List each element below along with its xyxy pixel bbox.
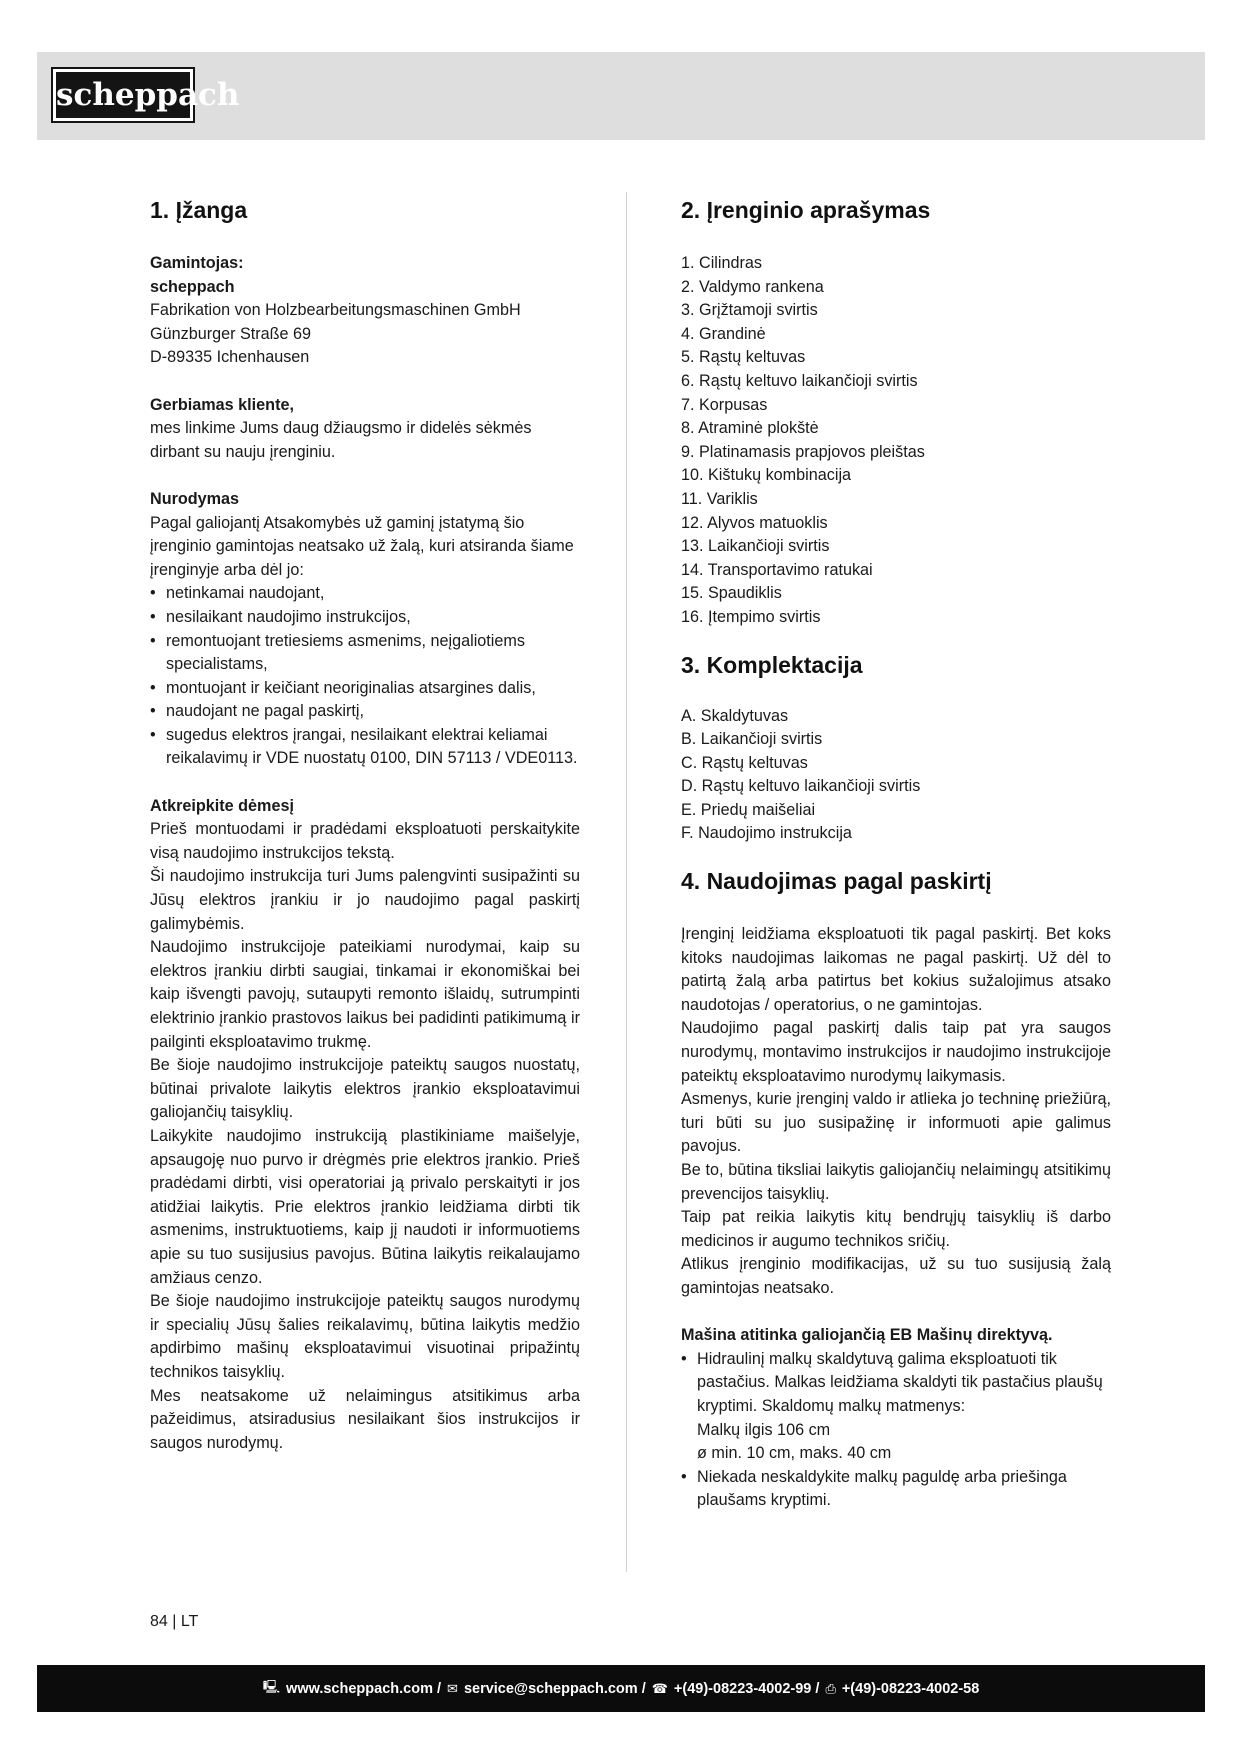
scheppach-logo: scheppach xyxy=(53,69,193,121)
phone-icon: ☎ xyxy=(651,1680,668,1696)
list-item: • sugedus elektros įrangai, nesilaikant elektrai keliamai reikalavimų ir VDE nuostatų 0100, DIN 57113 / VDE0113. xyxy=(150,724,580,771)
kit-list xyxy=(681,705,1111,847)
list-item: E. Priedų maišeliai xyxy=(681,800,816,819)
footer-website[interactable]: www.scheppach.com / xyxy=(286,1680,442,1697)
list-item: C. Rąstų keltuvas xyxy=(681,753,808,772)
attention-paragraph: Ši naudojimo instrukcija turi Jums palengvinti susipažinti su Jūsų elektros įrankiu ir jo naudojimo pagal paskirtį galimybėmis. xyxy=(150,867,580,933)
column-divider xyxy=(626,192,627,1572)
list-item: • nesilaikant naudojimo instrukcijos, xyxy=(150,606,580,630)
footer-band xyxy=(37,1665,1205,1712)
use-paragraph: Naudojimo pagal paskirtį dalis taip pat yra saugos nurodymų, montavimo instrukcijos ir naudojimo instrukcijoje pateiktų eksploatavimo nurodymų laikymasis. xyxy=(681,1019,1111,1085)
directive-list xyxy=(681,1348,1111,1513)
list-item: 11. Variklis xyxy=(681,489,758,508)
attention-paragraph: Be šioje naudojimo instrukcijoje pateiktų saugos nuostatų, būtinai privalote laikytis elektros įrankio eksploatavimui galiojančių taisyklių. xyxy=(150,1056,580,1122)
email-icon: ✉ xyxy=(447,1680,458,1696)
use-paragraph: Asmenys, kurie įrenginį valdo ir atlieka jo techninę priežiūrą, turi būti su juo susipažinę ir informuoti apie galimus pavojus. xyxy=(681,1090,1111,1156)
list-item: • netinkamai naudojant, xyxy=(150,582,580,606)
list-item: • remontuojant tretiesiems asmenims, neįgaliotiems specialistams, xyxy=(150,630,580,677)
manufacturer-line: D-89335 Ichenhausen xyxy=(150,348,310,367)
list-item: 4. Grandinė xyxy=(681,324,766,343)
fax-icon: ⎙ xyxy=(825,1680,836,1696)
list-item: 2. Valdymo rankena xyxy=(681,277,824,296)
section-title-device-description: 2. Įrenginio aprašymas xyxy=(681,197,931,223)
use-paragraph: Taip pat reikia laikytis kitų bendrųjų taisyklių iš darbo medicinos ir augumo technikos sričių. xyxy=(681,1208,1111,1250)
list-item: • naudojant ne pagal paskirtį, xyxy=(150,700,580,724)
attention-paragraph: Mes neatsakome už nelaimingus atsitikimus arba pažeidimus, atsiradusius nesilaikant šios instrukcijos ir saugos nurodymų. xyxy=(150,1386,580,1452)
directive-heading: Mašina atitinka galiojančią EB Mašinų direktyvą. xyxy=(681,1326,1053,1345)
dear-customer-text: mes linkime Jums daug džiaugsmo ir didelės sėkmės dirbant su nauju įrenginiu. xyxy=(150,419,532,461)
list-item: B. Laikančioji svirtis xyxy=(681,730,823,749)
manufacturer-company: scheppach xyxy=(150,277,235,296)
section-title-intended-use: 4. Naudojimas pagal paskirtį xyxy=(681,868,992,895)
list-item: 6. Rąstų keltuvo laikančioji svirtis xyxy=(681,371,918,390)
device-parts-list xyxy=(681,252,1111,630)
page-number: 84 | LT xyxy=(150,1613,199,1630)
list-item: 14. Transportavimo ratukai xyxy=(681,560,873,579)
list-item: 9. Platinamasis prapjovos pleištas xyxy=(681,442,925,461)
list-item: F. Naudojimo instrukcija xyxy=(681,824,852,843)
footer-fax: +(49)-08223-4002-58 xyxy=(841,1680,980,1697)
list-item: 3. Grįžtamoji svirtis xyxy=(681,301,818,320)
list-item: D. Rąstų keltuvo laikančioji svirtis xyxy=(681,777,921,796)
use-paragraph: Įrenginį leidžiama eksploatuoti tik pagal paskirtį. Bet koks kitoks naudojimas laikomas ne pagal paskirtį. Už dėl to patirtą žalą arba patirtus bet kokius sužalojimus atsako naudotojas / operatorius, o ne gamintojas. xyxy=(681,925,1111,1014)
list-item xyxy=(681,1348,1111,1466)
section-title-kit: 3. Komplektacija xyxy=(681,651,863,678)
list-item: 13. Laikančioji svirtis xyxy=(681,537,830,556)
use-paragraph: Be to, būtina tiksliai laikytis galiojančių nelaimingų atsitikimų prevencijos taisyklių. xyxy=(681,1161,1111,1203)
section-title-introduction: 1. Įžanga xyxy=(150,197,248,223)
use-paragraph: Atlikus įrenginio modifikacijas, už su tuo susijusią žalą gamintojas neatsako. xyxy=(681,1255,1111,1297)
list-item: • Niekada neskaldykite malkų paguldę arba priešinga plaušams kryptimi. xyxy=(681,1466,1111,1513)
attention-heading: Atkreipkite dėmesį xyxy=(150,796,294,815)
list-item: 16. Įtempimo svirtis xyxy=(681,607,821,626)
list-item: 7. Korpusas xyxy=(681,395,768,414)
note-heading: Nurodymas xyxy=(150,489,240,508)
list-item: A. Skaldytuvas xyxy=(681,706,789,725)
list-item: 10. Kištukų kombinacija xyxy=(681,466,852,485)
manufacturer-line: Günzburger Straße 69 xyxy=(150,324,312,343)
attention-paragraph: Prieš montuodami ir pradėdami eksploatuoti perskaitykite visą naudojimo instrukcijos tekstą. xyxy=(150,820,580,862)
note-intro: Pagal galiojantį Atsakomybės už gaminį įstatymą šio įrenginio gamintojas neatsako už žalą, kuri atsiranda šiame įrenginyje arba dėl jo: xyxy=(150,513,574,579)
list-item: 8. Atraminė plokštė xyxy=(681,419,819,438)
manufacturer-label: Gamintojas: xyxy=(150,254,244,272)
directive-bullet-text: Hidraulinį malkų skaldytuvą galima eksploatuoti tik pastačius. Malkas leidžiama skaldyti tik pastačius plaušų kryptimi. Skaldomų malkų matmenys: xyxy=(697,1349,1103,1415)
manufacturer-line: Fabrikation von Holzbearbeitungsmaschinen GmbH xyxy=(150,301,521,320)
footer-email[interactable]: service@scheppach.com / xyxy=(463,1680,646,1697)
list-item: 12. Alyvos matuoklis xyxy=(681,513,828,532)
log-length: Malkų ilgis 106 cm xyxy=(697,1420,831,1439)
footer-phone: +(49)-08223-4002-99 / xyxy=(673,1680,820,1697)
list-item: 1. Cilindras xyxy=(681,254,762,272)
liability-list xyxy=(150,582,580,771)
list-item: • montuojant ir keičiant neoriginalias atsargines dalis, xyxy=(150,677,580,701)
attention-paragraph: Be šioje naudojimo instrukcijoje pateiktų saugos nurodymų ir specialių Jūsų šalies reikalavimų, būtina laikytis medžio apdirbimo mašinų eksploatavimui visuotinai pripažintų technikos taisyklių. xyxy=(150,1292,580,1381)
right-column xyxy=(681,194,1111,1513)
list-item: 15. Spaudiklis xyxy=(681,584,782,603)
list-item: 5. Rąstų keltuvas xyxy=(681,348,806,367)
left-column xyxy=(150,194,580,1455)
computer-icon: 🖳︎ xyxy=(262,1678,281,1694)
attention-paragraph: Laikykite naudojimo instrukciją plastikiniame maišelyje, apsaugoję nuo purvo ir drėgmės prie elektros įrankio. Prieš pradėdami dirbti, visi operatoriai ją privalo perskaityti ir jos atidžiai laikytis. Prie elektros įrankio leidžiama dirbti tik asmenims, instruktuotiems, kaip jį naudoti ir informuotiems apie su tuo susijusius pavojus. Būtina laikytis reikalaujamo amžiaus cenzo. xyxy=(150,1126,580,1287)
dear-customer-heading: Gerbiamas kliente, xyxy=(150,395,294,414)
log-diameter: ø min. 10 cm, maks. 40 cm xyxy=(697,1444,892,1463)
attention-paragraph: Naudojimo instrukcijoje pateikiami nurodymai, kaip su elektros įrankiu dirbti saugiai, tinkamai ir ekonomiškai bei kaip išvengti pavojų, sutaupyti remonto išlaidų, sutrumpinti elektrinio įrankio prastovos laikus bei padidinti patikimumą ir pailginti eksploatavimo trukmę. xyxy=(150,938,580,1051)
